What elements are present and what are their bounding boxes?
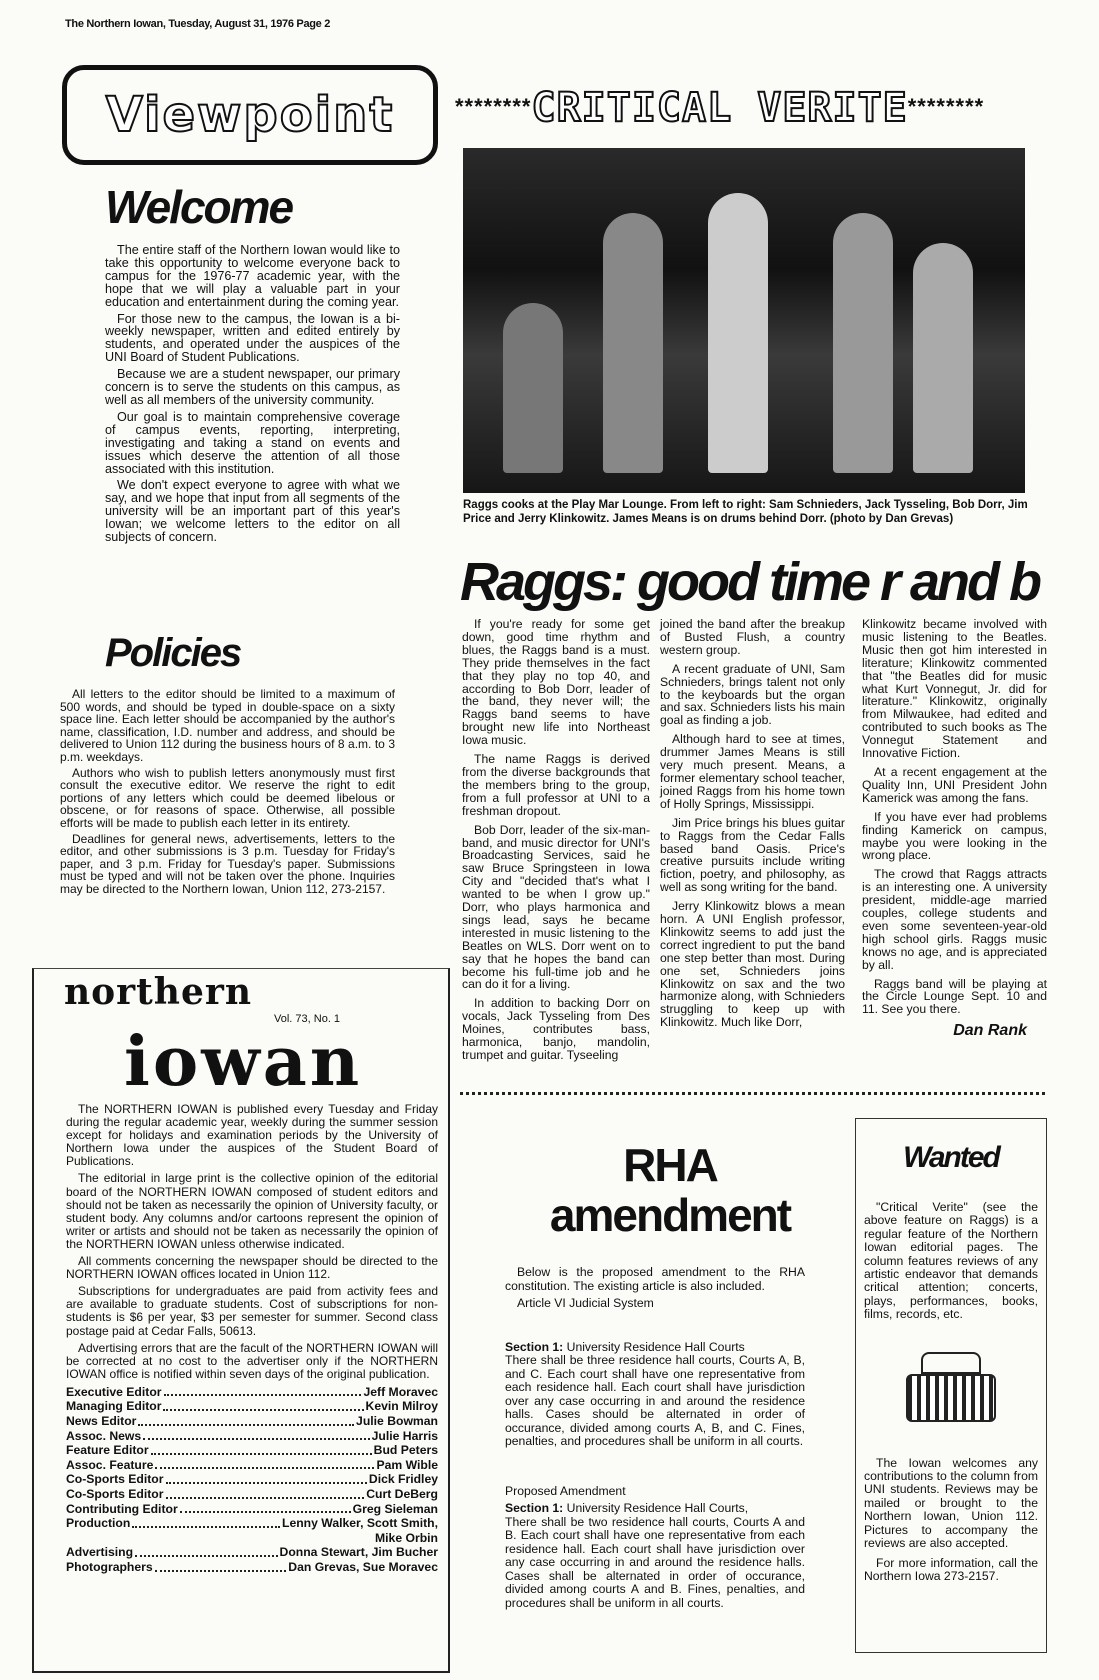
staff-name: Donna Stewart, Jim Bucher bbox=[279, 1545, 438, 1560]
rha-existing-section bbox=[505, 1341, 805, 1355]
leader-dots bbox=[164, 1394, 362, 1396]
policies-section bbox=[60, 630, 395, 899]
masthead-paragraph: Subscriptions for undergraduates are paid from activity fees and are available to graduate students. Cost of subscriptions for non-students is $6 per year, $3 per semester for summer. Second class postage paid at Cedar Falls, 50613. bbox=[66, 1284, 438, 1338]
leader-dots bbox=[132, 1526, 280, 1528]
masthead-paragraph: Advertising errors that are the facult of the NORTHERN IOWAN will be corrected at no cost to the advertiser only if the NORTHERN IOWAN office is notified within seven days of the original publication. bbox=[66, 1340, 438, 1381]
staff-role: Feature Editor bbox=[66, 1443, 149, 1458]
rha-proposed-section bbox=[505, 1502, 805, 1516]
staff-role: Photographers bbox=[66, 1560, 153, 1574]
staff-row bbox=[66, 1414, 438, 1429]
staff-row bbox=[66, 1487, 438, 1502]
dotted-divider bbox=[460, 1092, 1045, 1095]
staff-role: Co-Sports Editor bbox=[66, 1487, 164, 1502]
staff-role: Production bbox=[66, 1516, 131, 1531]
article-paragraph: Although hard to see at times, drummer James Means is still very much present. Means, a former elementary school teacher, joined Raggs from his home town of Holly Springs, Mississippi. bbox=[660, 732, 845, 811]
leader-dots bbox=[163, 1409, 363, 1411]
staff-row bbox=[66, 1458, 438, 1473]
staff-role: Managing Editor bbox=[66, 1399, 162, 1414]
leader-dots bbox=[143, 1438, 369, 1440]
article-paragraph: In addition to backing Dorr on vocals, Jack Tysseling from Des Moines, contributes bass, harmonica, banjo, mandolin, trumpet and guitar. Tyseeling bbox=[462, 996, 650, 1062]
rha-article: Article VI Judicial System bbox=[517, 1296, 654, 1310]
staff-row bbox=[66, 1429, 438, 1444]
article-paragraph: Bob Dorr, leader of the six-man-band, and music director for UNI's Broadcasting Services, said he saw Bruce Springsteen in Iowa City and "decided that's what I wanted to be when I grow up." Dorr, who plays harmonica and sings lead, says he became interested in music listening to the Beatles on WLS. Dorr went on to say that he hopes the band can become his full-time job and he can do it for a living. bbox=[462, 822, 650, 992]
proposed-label: Proposed Amendment bbox=[505, 1483, 626, 1498]
welcome-heading: Welcome bbox=[105, 181, 293, 233]
staff-role: Assoc. Feature bbox=[66, 1457, 154, 1472]
article-paragraph: The name Raggs is derived from the diverse backgrounds that the members bring to the group, from a full professor at UNI to a freshman dropout. bbox=[462, 752, 650, 818]
policies-paragraph: All letters to the editor should be limited to a maximum of 500 words, and should be typed in double-space on a sixty space line. Each letter should be accompanied by the author's name, classification, I.D. number and address, and should be delivered to Union 112 during the business hours of 8 a.m. to 3 p.m. weekdays. bbox=[60, 687, 395, 764]
article-paragraph: Jim Price brings his blues guitar to Raggs from the Cedar Falls based band Oasis. Price's creative pursuits include writing fiction, poetry, and philosophy, as well as song writing for the band. bbox=[660, 815, 845, 895]
policies-paragraph: Authors who wish to publish letters anonymously must first consult the executive editor. We reserve the right to edit portions of any letters which could be deemed libelous or obscene, or for reasons of space. Otherwise, all possible efforts will be made to publish each letter in its entirety. bbox=[60, 765, 395, 830]
staff-name: Dick Fridley bbox=[368, 1472, 438, 1487]
rha-heading-2: amendment bbox=[549, 1189, 791, 1241]
masthead-paragraph: All comments concerning the newspaper should be directed to the NORTHERN IOWAN offices located in Union 112. bbox=[66, 1254, 438, 1282]
wanted-heading: Wanted bbox=[903, 1141, 999, 1174]
staff-name: Greg Sieleman bbox=[352, 1501, 438, 1516]
masthead-iowan: iowan bbox=[124, 1022, 363, 1102]
welcome-paragraph: For those new to the campus, the Iowan is a bi-weekly newspaper, written and edited entirely by students, and operated under the auspices of the UNI Board of Student Publications. bbox=[105, 311, 400, 365]
wanted-paragraph: "Critical Verite" (see the above feature on Raggs) is a regular feature of the Northern Iowan editorial pages. The column features reviews of any artistic endeavor that demands critical attention; concerts, plays, performances, books, films, records, etc. bbox=[864, 1200, 1038, 1322]
masthead-northern: northern bbox=[64, 971, 252, 1013]
masthead-box bbox=[32, 968, 450, 1673]
staff-name: Lenny Walker, Scott Smith, bbox=[282, 1516, 438, 1531]
policies-paragraph: Deadlines for general news, advertisements, letters to the editor, and other submissions is 3 p.m. Tuesday for Friday's paper, and 3 p.m. Friday for Tuesday's paper. Submissions must be typed and will not be taken over the phone. Inquiries may be directed to the Northern Iowan, Union 112, 273-2157. bbox=[60, 831, 395, 896]
masthead-paragraph: The NORTHERN IOWAN is published every Tuesday and Friday during the regular academic year, weekly during the summer session except for holidays and examination periods by the University of Northern Iowa under the auspices of the Student Board of Publications. bbox=[66, 1102, 438, 1169]
article-paragraph: A recent graduate of UNI, Sam Schnieders, brings talent not only to the keyboards but the organ and sax. Schnieders lists his main goal as finding a job. bbox=[660, 661, 845, 728]
rha-amendment bbox=[505, 1140, 805, 1610]
welcome-paragraph: We don't expect everyone to agree with what we say, and we hope that input from all segments of the university will be an important part of this year's Iowan; we welcome letters to the editor on all subjects of concern. bbox=[105, 478, 400, 545]
staff-role: Contributing Editor bbox=[66, 1501, 178, 1516]
leader-dots bbox=[135, 1555, 277, 1557]
staff-name: Kevin Milroy bbox=[365, 1399, 438, 1414]
staff-role: Advertising bbox=[66, 1545, 134, 1560]
byline: Dan Rank bbox=[953, 1022, 1027, 1040]
welcome-paragraph: Our goal is to maintain comprehensive coverage of campus events, reporting, interpreting, investigating and taking a stand on events and issues which deserve the attention of all those associated with this institution. bbox=[105, 409, 400, 476]
staff-row bbox=[66, 1516, 438, 1531]
article-paragraph: If you're ready for some get down, good time rhythm and blues, the Raggs band is a must. They pride themselves in the fact that they play no top 40, and according to Bob Dorr, leader of the band, they never will; the Raggs band seems to have brought new life into Northeast Iowa music. bbox=[462, 617, 650, 748]
staff-row bbox=[66, 1385, 438, 1400]
staff-row bbox=[66, 1502, 438, 1517]
viewpoint-title: Viewpoint bbox=[105, 87, 395, 143]
wanted-paragraph: For more information, call the Northern Iowa 273-2157. bbox=[864, 1555, 1038, 1583]
leader-dots bbox=[151, 1453, 372, 1455]
staff-name: Julie Harris bbox=[371, 1428, 438, 1443]
welcome-paragraph: Because we are a student newspaper, our primary concern is to serve the students on this campus, as well as all members of the university community. bbox=[105, 367, 400, 407]
staff-role: News Editor bbox=[66, 1414, 137, 1429]
policies-heading: Policies bbox=[105, 631, 241, 675]
article-paragraph: Klinkowitz became involved with music listening to the Beatles. Music then got him interested in literature; Klinkowitz commented that "the Beatles did for music what Kurt Vonnegut, Jr. did for literature." Klinkowitz, originally from Milwaukee, had edited and contributed to such books as The Vonnegut Statement and Innovative Fiction. bbox=[862, 617, 1047, 761]
stars-left: ******** bbox=[455, 93, 532, 119]
staff-row bbox=[66, 1545, 438, 1560]
staff-name: Pam Wible bbox=[376, 1457, 438, 1472]
staff-row bbox=[66, 1399, 438, 1414]
staff-list bbox=[66, 1385, 438, 1575]
volume-number: Vol. 73, No. 1 bbox=[274, 1013, 341, 1025]
viewpoint-banner bbox=[62, 65, 438, 165]
staff-name: Jeff Moravec bbox=[363, 1384, 438, 1399]
photo-caption: Raggs cooks at the Play Mar Lounge. From left to right: Sam Schnieders, Jack Tysseling, Bob Dorr, Jim Price and Jerry Klinkowitz. James Means is on drums behind Dorr. (photo by Dan Grevas) bbox=[463, 499, 1028, 525]
wanted-box bbox=[855, 1118, 1047, 1653]
welcome-editorial bbox=[105, 180, 400, 548]
critical-verite-banner bbox=[455, 85, 984, 131]
staff-role: Co-Sports Editor bbox=[66, 1472, 164, 1487]
page-folio: The Northern Iowan, Tuesday, August 31, 1976 Page 2 bbox=[65, 18, 331, 30]
article-paragraph: At a recent engagement at the Quality Inn, UNI President John Kamerick was among the fans. bbox=[862, 764, 1047, 805]
staff-row bbox=[66, 1472, 438, 1487]
section-title: University Residence Hall Courts, bbox=[566, 1501, 749, 1515]
section-label: Section 1: bbox=[505, 1339, 564, 1354]
masthead-paragraph: The editorial in large print is the collective opinion of the editorial board of the NORTHERN IOWAN composed of student editors and should not be taken as necessarily the opinion of University faculty, or student body. Any columns and/or cartoons represent the opinion of writer or artists and should not be taken as necessarily the opinion of the NORTHERN IOWAN unless otherwise indicated. bbox=[66, 1171, 438, 1251]
article-paragraph: joined the band after the breakup of Busted Flush, a country western group. bbox=[660, 617, 845, 657]
article-paragraph: Jerry Klinkowitz blows a mean horn. A UNI English professor, Klinkowitz seems to add just the correct ingredient to put the band one step better than most. During one set, Schnieders joins Klinkowitz on sax and the two harmonize along, with Schnieders struggling to keep up with Klinkowitz. Much like Dorr, bbox=[660, 899, 845, 1030]
leader-dots bbox=[166, 1482, 367, 1484]
staff-role: Assoc. News bbox=[66, 1428, 142, 1443]
section-label: Section 1: bbox=[505, 1501, 564, 1515]
raggs-column-2 bbox=[660, 618, 845, 1035]
rha-existing-text: There shall be three residence hall courts, Courts A, B, and C. Each court shall have one representative from each residence hall. Each court shall have jurisdiction over any case occurring in and around the residence halls. Cases should be alternated in order of occurance, divided among courts A, B, and C. Fines, penalties, and procedures shall be uniform in all courts. bbox=[505, 1353, 805, 1448]
rha-intro: Below is the proposed amendment to the RHA constitution. The existing article is also included. bbox=[505, 1265, 805, 1293]
staff-name: Dan Grevas, Sue Moravec bbox=[288, 1560, 438, 1574]
welcome-paragraph: The entire staff of the Northern Iowan would like to take this opportunity to welcome everyone back to campus for the 1976-77 academic year, with the hope that we will play a valuable part in your education and entertainment during the coming year. bbox=[105, 243, 400, 309]
staff-row bbox=[66, 1560, 438, 1575]
wanted-paragraph: The Iowan welcomes any contributions to the column from UNI students. Reviews may be mailed or brought to the Northern Iowan, Union 112. Pictures to accompany the reviews are also accepted. bbox=[864, 1455, 1038, 1551]
raggs-column-3 bbox=[862, 618, 1047, 1040]
leader-dots bbox=[138, 1424, 354, 1426]
staff-name: Julie Bowman bbox=[356, 1414, 438, 1429]
leader-dots bbox=[180, 1511, 351, 1513]
staff-name-continued: Mike Orbin bbox=[375, 1530, 438, 1545]
leader-dots bbox=[155, 1570, 287, 1572]
staff-name: Curt DeBerg bbox=[366, 1487, 438, 1502]
leader-dots bbox=[155, 1467, 374, 1469]
article-paragraph: If you have ever had problems finding Kamerick on campus, maybe you were looking in the wrong place. bbox=[862, 809, 1047, 863]
section-title: University Residence Hall Courts bbox=[566, 1339, 745, 1354]
band-photo bbox=[463, 148, 1025, 493]
raggs-headline: Raggs: good time r and b bbox=[460, 552, 1040, 612]
rha-heading: RHA bbox=[623, 1139, 717, 1191]
critical-verite-title: CRITICAL VERITE bbox=[531, 85, 908, 131]
article-paragraph: The crowd that Raggs attracts is an interesting one. A university president, middle-age married couples, college students and even some seventeen-year-old high school girls. Raggs music knows no age, and is appreciated by all. bbox=[862, 867, 1047, 972]
leader-dots bbox=[166, 1497, 365, 1499]
staff-name: Bud Peters bbox=[373, 1443, 438, 1458]
raggs-column-1 bbox=[462, 618, 650, 1068]
article-paragraph: Raggs band will be playing at the Circle Lounge Sept. 10 and 11. See you there. bbox=[862, 976, 1047, 1017]
typewriter-icon bbox=[906, 1352, 996, 1427]
rha-proposed-text: There shall be two residence hall courts, Courts A and B. Each court shall have one representative from each residence hall. Each court shall have jurisdiction over any case occurring in and around the residence halls. Cases shall be alternated in order of occurance, divided among courts A and B. Fines, penalties, and procedures shall be uniform in all courts. bbox=[505, 1514, 805, 1610]
stars-right: ******** bbox=[907, 93, 985, 119]
staff-role: Executive Editor bbox=[66, 1384, 162, 1399]
staff-row bbox=[66, 1443, 438, 1458]
